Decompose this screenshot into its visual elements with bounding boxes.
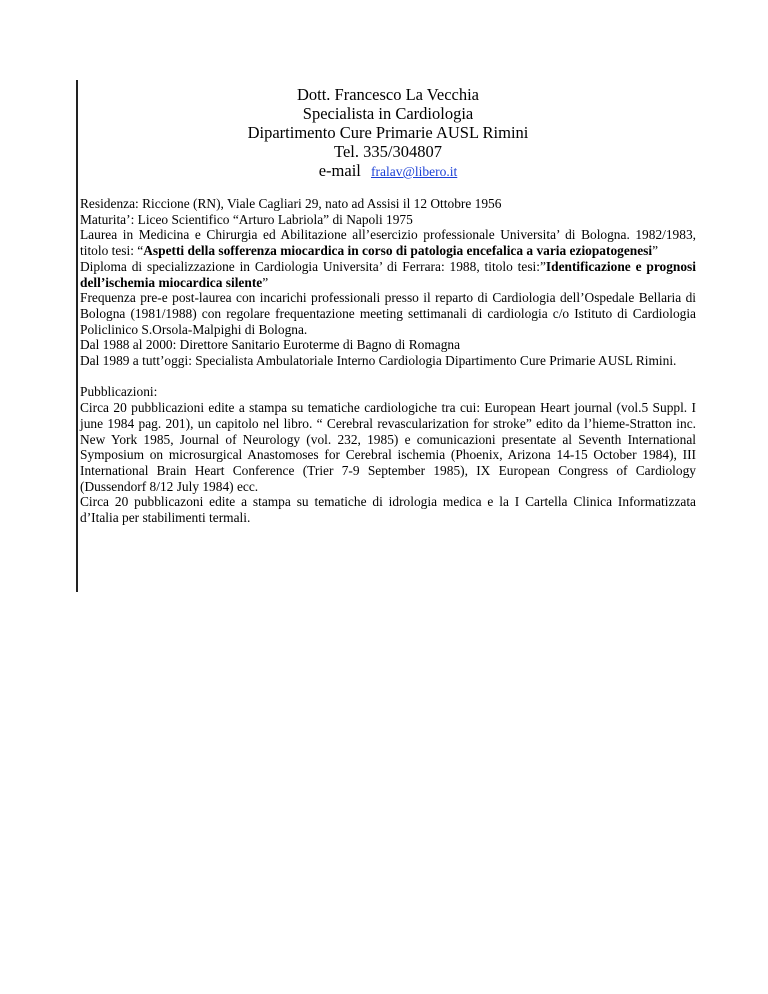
laurea-close-quote: ” <box>652 243 659 259</box>
specialista-paragraph: Dal 1989 a tutt’oggi: Specialista Ambulatoriale Interno Cardiologia Dipartimento Cure Primarie AUSL Rimini. <box>80 353 677 369</box>
phone-line: Tel. 335/304807 <box>334 142 442 161</box>
left-margin-rule <box>76 80 78 592</box>
laurea-paragraph <box>80 227 696 258</box>
diploma-thesis-title: Identificazione e prognosi dell’ischemia miocardica silente <box>80 258 696 290</box>
publications-paragraph-1: Circa 20 pubblicazioni edite a stampa su tematiche cardiologiche tra cui: European Heart journal (vol.5 Suppl. I june 1984 pag. 201), un capitolo nel libro. “ Cerebral revascularization for stroke” edito da l’hieme-Stratton inc. New York 1985, Journal of Neurology (vol. 232, 1985) e comunicazioni presentate al Seventh International Symposium on microsurgical Anastomoses for Cerebral ischemia (Phoenix, Arizona 14-15 October 1984), III International Brain Heart Conference (Trier 7-9 September 1985), IX European Congress of Cardiology (Dussendorf 8/12 July 1984) ecc. <box>80 400 696 494</box>
email-label: e-mail <box>318 161 361 180</box>
publications-paragraph-2: Circa 20 pubblicazoni edite a stampa su tematiche di idrologia medica e la I Cartella Clinica Informatizzata d’Italia per stabilimenti termali. <box>80 494 696 526</box>
laurea-thesis-title: Aspetti della sofferenza miocardica in corso di patologia encefalica a varia eziopatogenesi <box>143 243 653 259</box>
residence-line: Residenza: Riccione (RN), Viale Cagliari 29, nato ad Assisi il 12 Ottobre 1956 <box>80 196 502 211</box>
email-link[interactable]: fralav@libero.it <box>371 164 458 179</box>
laurea-text: Laurea in Medicina e Chirurgia ed Abilitazione all’esercizio professionale Universita’ di Bologna. 1982/1983, titolo tesi: “ <box>80 227 696 259</box>
frequenza-paragraph: Frequenza pre-e post-laurea con incarichi professionali presso il reparto di Cardiologia dell’Ospedale Bellaria di Bologna (1981/1988) con regolare frequentazione meeting settimanali di cardiologia c/o Istituto di Cardiologia Policlinico S.Orsola-Malpighi di Bologna. <box>80 290 696 337</box>
department-line: Dipartimento Cure Primarie AUSL Rimini <box>247 123 529 142</box>
direttore-line: Dal 1988 al 2000: Direttore Sanitario Euroterme di Bagno di Romagna <box>80 337 461 353</box>
email-line <box>80 161 696 181</box>
doctor-name: Dott. Francesco La Vecchia <box>296 85 480 104</box>
diploma-paragraph <box>80 259 696 290</box>
specialty-line: Specialista in Cardiologia <box>302 104 474 123</box>
section-spacer <box>80 369 696 385</box>
cv-body <box>80 196 696 526</box>
letterhead <box>80 85 696 181</box>
diploma-text: Diploma di specializzazione in Cardiologia Universita’ di Ferrara: 1988, titolo tesi:” <box>80 258 546 274</box>
publications-heading: Pubblicazioni: <box>80 384 158 400</box>
diploma-close-quote: ” <box>262 274 269 290</box>
maturita-line: Maturita’: Liceo Scientifico “Arturo Labriola” di Napoli 1975 <box>80 211 413 227</box>
